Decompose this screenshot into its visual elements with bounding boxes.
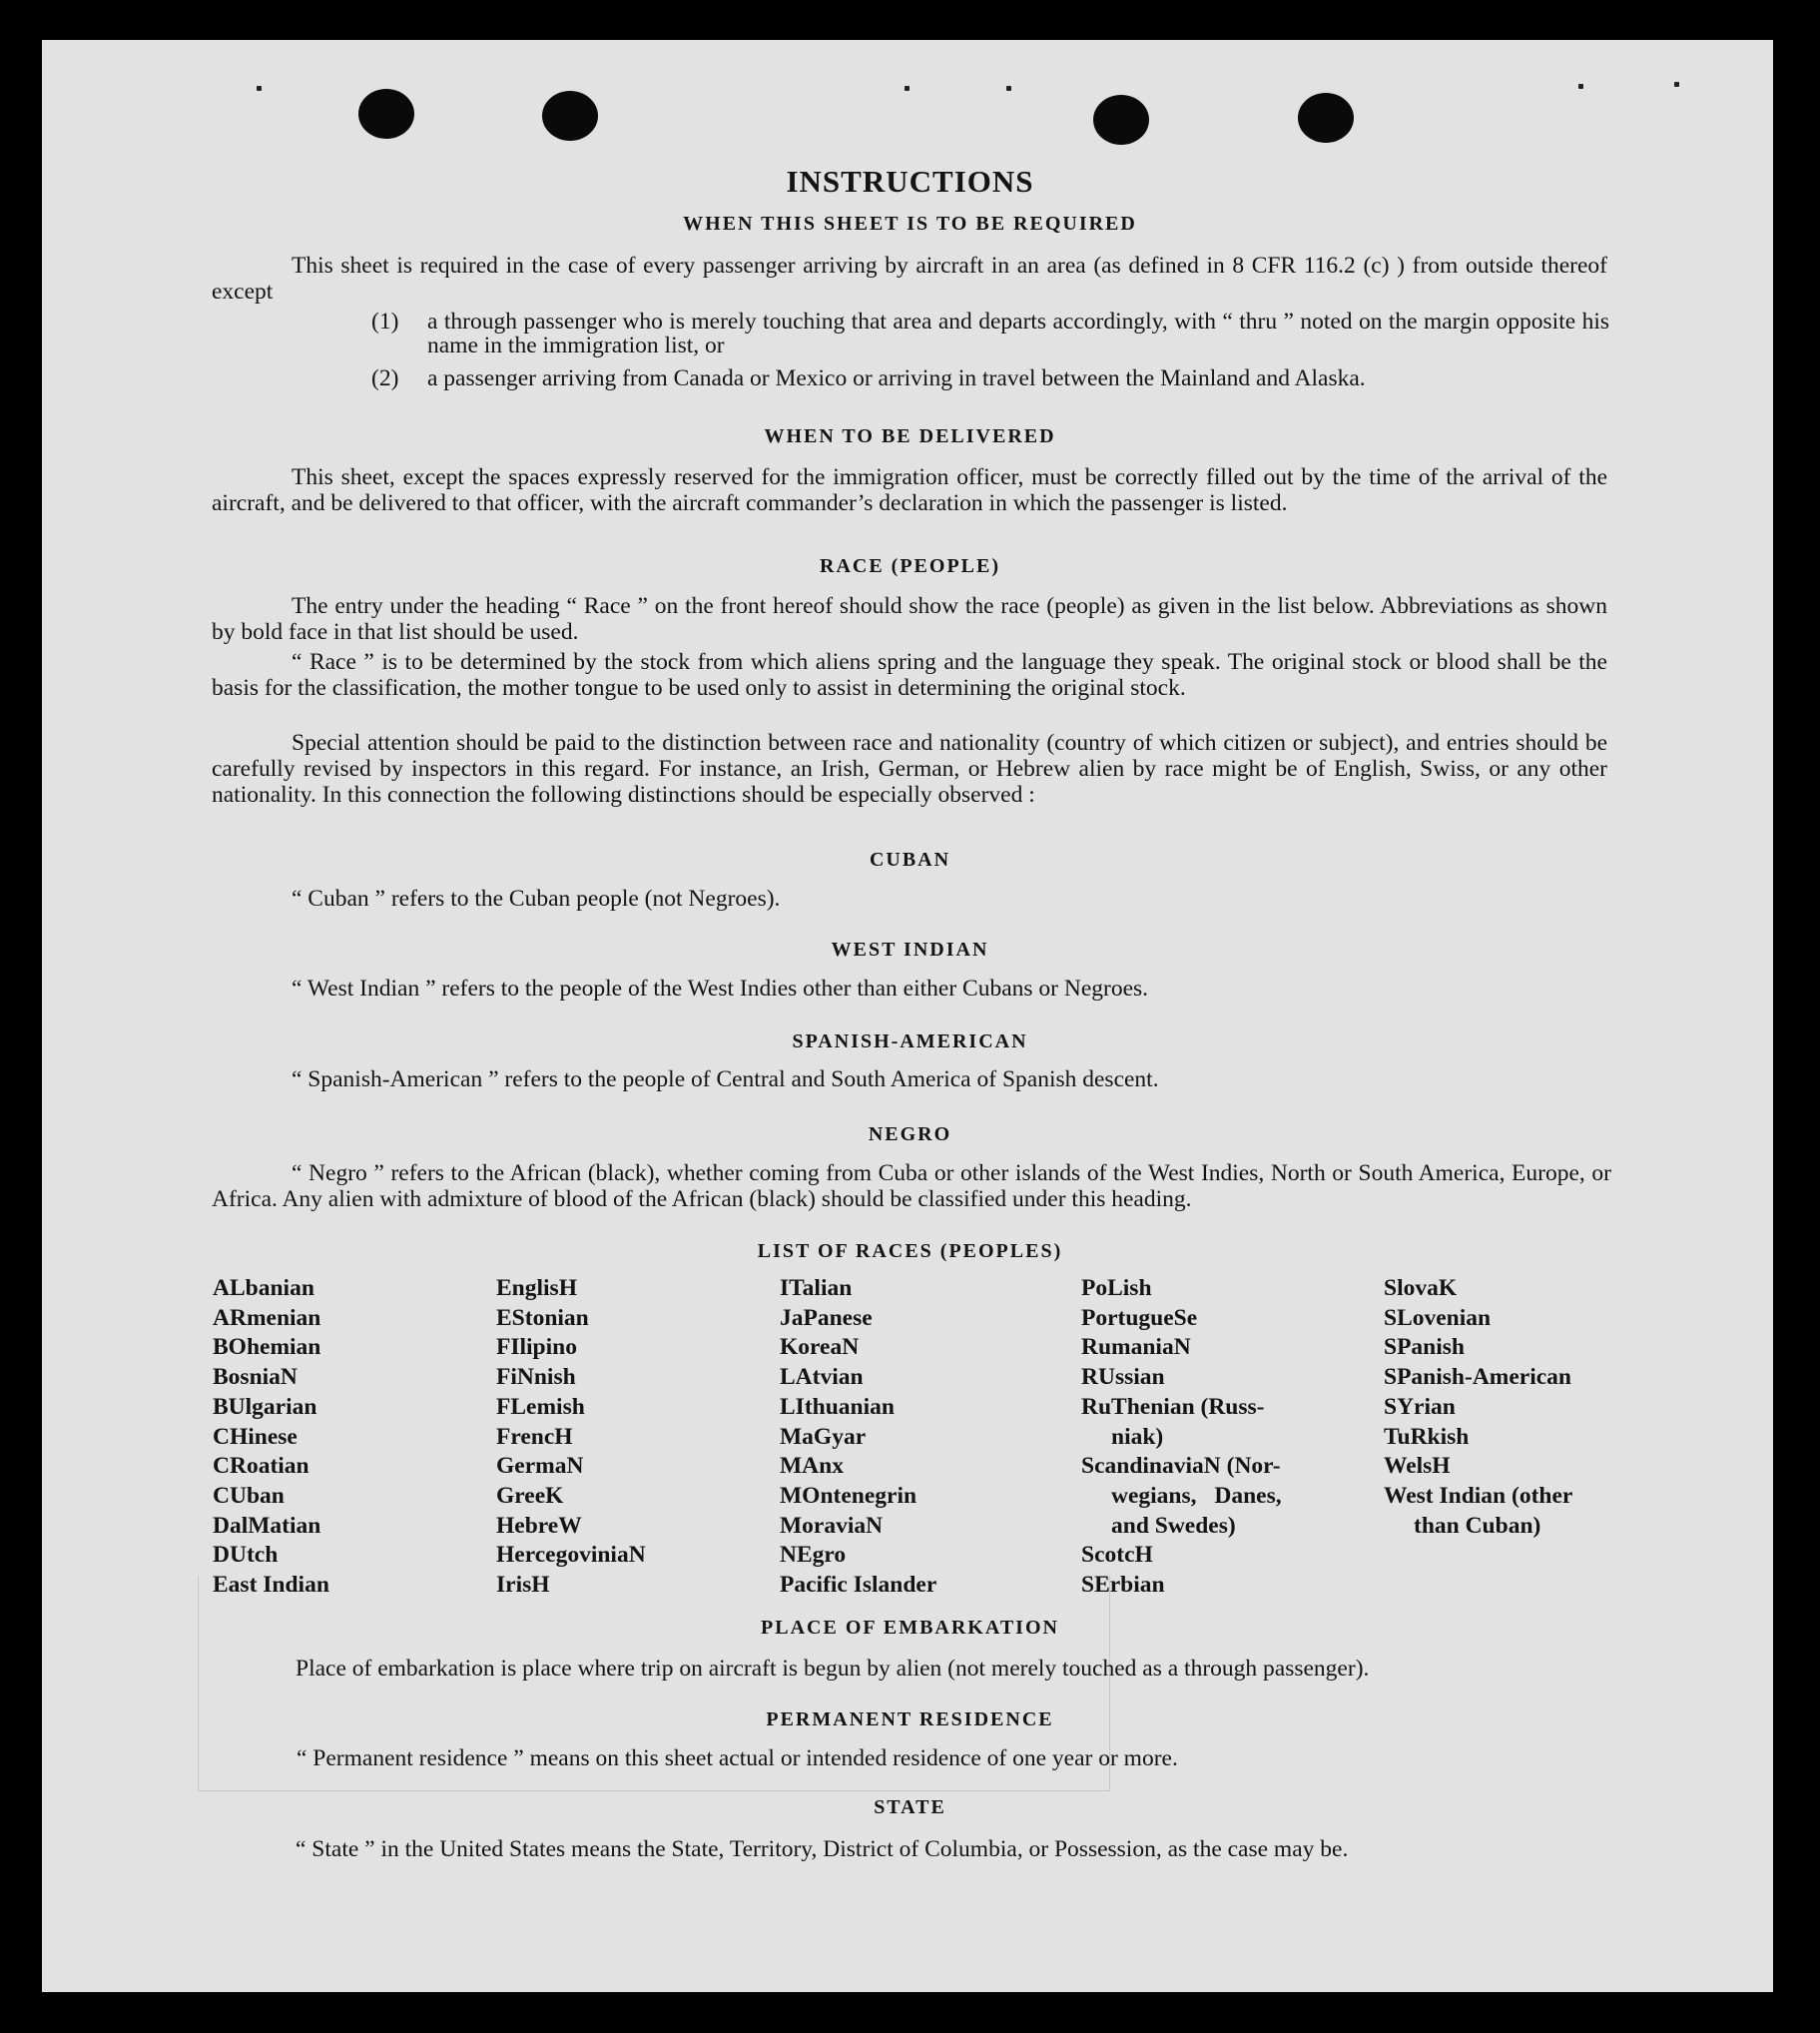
race-entry: SErbian — [1081, 1572, 1165, 1599]
heading-negro: NEGRO — [868, 1123, 952, 1145]
race-entry: CRoatian — [213, 1453, 309, 1480]
race-entry: Pacific Islander — [780, 1572, 937, 1599]
race-column-3 — [780, 1274, 936, 1601]
race-entry: GreeK — [496, 1482, 564, 1509]
race-entry: SLovenian — [1384, 1304, 1492, 1331]
race-entry: MoraviaN — [780, 1512, 884, 1539]
race-entry: ScandinaviaN (Nor- — [1081, 1453, 1281, 1480]
paragraph-place-of-embarkation: Place of embarkation is place where trip on aircraft is begun by alien (not merely touched as a through passenger). — [296, 1656, 1370, 1682]
race-entry: KoreaN — [780, 1334, 860, 1361]
race-entry: ScotcH — [1081, 1542, 1153, 1569]
heading-race: RACE (PEOPLE) — [820, 555, 1000, 577]
paragraph-cuban: “ Cuban ” refers to the Cuban people (not Negroes). — [292, 886, 781, 912]
race-entry-continued: niak) — [1111, 1423, 1164, 1450]
heading-when-delivered: WHEN TO BE DELIVERED — [764, 425, 1056, 447]
race-entry: EStonian — [496, 1304, 589, 1331]
race-entry: HebreW — [496, 1512, 582, 1539]
race-entry: FrencH — [496, 1423, 573, 1450]
race-entry: TuRkish — [1384, 1423, 1470, 1450]
race-entry: ARmenian — [213, 1304, 321, 1331]
exception-text: a passenger arriving from Canada or Mexico or arriving in travel between the Mainland and Alaska. — [427, 365, 1366, 391]
race-entry: ALbanian — [213, 1275, 314, 1301]
exception-number: (1) — [371, 309, 399, 335]
race-entry: DUtch — [213, 1542, 279, 1569]
paragraph-when-delivered: This sheet, except the spaces expressly reserved for the immigration officer, must be correctly filled out by the time of the arrival of the aircraft, and be delivered to that officer, with the aircraft commander’s declaration in which the passenger is listed. — [212, 464, 1607, 516]
exception-text: a through passenger who is merely touching that area and departs accordingly, with “ thru ” noted on the margin opposite his name in the immigration list, or — [427, 309, 1609, 358]
race-entry: SlovaK — [1384, 1275, 1458, 1301]
document-title: INSTRUCTIONS — [786, 164, 1034, 199]
paragraph-when-required: This sheet is required in the case of every passenger arriving by aircraft in an area (as defined in 8 CFR 116.2 (c) ) from outside thereof except — [212, 253, 1607, 305]
punch-hole — [358, 89, 414, 139]
paragraph-race-2: “ Race ” is to be determined by the stock from which aliens spring and the language they speak. The original stock or blood shall be the basis for the classification, the mother tongue to be used only to assist in determining the original stock. — [212, 649, 1607, 701]
race-entry: CHinese — [213, 1423, 298, 1450]
race-entry: SPanish — [1384, 1334, 1465, 1361]
paragraph-negro: “ Negro ” refers to the African (black), whether coming from Cuba or other islands of the West Indies, North or South America, Europe, or Africa. Any alien with admixture of blood of the African (black) should be classified under this heading. — [212, 1160, 1611, 1212]
race-entry: RuThenian (Russ- — [1081, 1393, 1265, 1420]
race-entry: GermaN — [496, 1453, 584, 1480]
race-entry: BUlgarian — [213, 1393, 317, 1420]
race-entry: JaPanese — [780, 1304, 873, 1331]
race-entry: DalMatian — [213, 1512, 321, 1539]
race-entry-continued: wegians, Danes, — [1111, 1482, 1282, 1509]
race-entry: CUban — [213, 1482, 285, 1509]
exception-item-1 — [371, 310, 1609, 357]
heading-permanent-residence: PERMANENT RESIDENCE — [766, 1708, 1054, 1730]
heading-spanish-american: SPANISH-AMERICAN — [792, 1030, 1028, 1052]
punch-hole — [542, 91, 598, 141]
race-column-2 — [496, 1274, 646, 1601]
paragraph-permanent-residence: “ Permanent residence ” means on this sheet actual or intended residence of one year or more. — [297, 1745, 1178, 1771]
heading-west-indian: WEST INDIAN — [831, 939, 989, 961]
race-entry: ITalian — [780, 1275, 853, 1301]
race-entry-continued: than Cuban) — [1414, 1512, 1541, 1539]
race-entry: MOntenegrin — [780, 1482, 917, 1509]
ink-speck — [905, 86, 910, 91]
race-entry: HercegoviniaN — [496, 1542, 646, 1569]
ink-speck — [1674, 82, 1679, 87]
ink-speck — [1006, 86, 1011, 91]
race-entry: PoLish — [1081, 1275, 1152, 1301]
ink-speck — [1578, 84, 1583, 89]
paragraph-race-1: The entry under the heading “ Race ” on the front hereof should show the race (people) as given in the list below. Abbreviations as shown by bold face in that list should be used. — [212, 593, 1607, 645]
paragraph-race-3: Special attention should be paid to the distinction between race and nationality (country of which citizen or subject), and entries should be carefully revised by inspectors in this regard. For instance, an Irish, German, or Hebrew alien by race might be of English, Swiss, or any other nationality. In this connection the following distinctions should be especially observed : — [212, 730, 1607, 808]
race-column-5 — [1384, 1274, 1572, 1541]
race-entry: FLemish — [496, 1393, 585, 1420]
heading-place-of-embarkation: PLACE OF EMBARKATION — [761, 1617, 1059, 1639]
race-column-4 — [1081, 1274, 1282, 1601]
paragraph-spanish-american: “ Spanish-American ” refers to the people of Central and South America of Spanish descent. — [292, 1066, 1159, 1092]
race-entry-continued: and Swedes) — [1111, 1512, 1236, 1539]
race-entry: FiNnish — [496, 1364, 576, 1391]
race-entry: RUssian — [1081, 1364, 1165, 1391]
race-entry: East Indian — [213, 1572, 329, 1599]
race-entry: SPanish-American — [1384, 1364, 1571, 1391]
heading-cuban: CUBAN — [869, 849, 951, 871]
race-entry: SYrian — [1384, 1393, 1456, 1420]
race-entry: RumaniaN — [1081, 1334, 1191, 1361]
exception-number: (2) — [371, 365, 399, 391]
heading-when-required: WHEN THIS SHEET IS TO BE REQUIRED — [683, 213, 1137, 235]
exception-item-2 — [371, 366, 1609, 390]
race-entry: IrisH — [496, 1572, 550, 1599]
paragraph-state: “ State ” in the United States means the State, Territory, District of Columbia, or Possession, as the case may be. — [296, 1836, 1349, 1862]
race-entry: LIthuanian — [780, 1393, 895, 1420]
race-entry: PortugueSe — [1081, 1304, 1198, 1331]
heading-state: STATE — [874, 1796, 946, 1818]
race-entry: LAtvian — [780, 1364, 864, 1391]
race-entry: NEgro — [780, 1542, 847, 1569]
punch-hole — [1298, 93, 1354, 143]
race-entry: West Indian (other — [1384, 1482, 1573, 1509]
race-entry: BOhemian — [213, 1334, 321, 1361]
race-entry: FIlipino — [496, 1334, 577, 1361]
race-column-1 — [213, 1274, 329, 1601]
heading-list-of-races: LIST OF RACES (PEOPLES) — [757, 1240, 1063, 1262]
race-entry: WelsH — [1384, 1453, 1451, 1480]
race-entry: EnglisH — [496, 1275, 577, 1301]
ink-speck — [257, 86, 262, 91]
punch-hole — [1093, 95, 1149, 145]
race-entry: BosniaN — [213, 1364, 298, 1391]
race-entry: MAnx — [780, 1453, 844, 1480]
paragraph-west-indian: “ West Indian ” refers to the people of the West Indies other than either Cubans or Negroes. — [292, 976, 1149, 1002]
race-entry: MaGyar — [780, 1423, 867, 1450]
